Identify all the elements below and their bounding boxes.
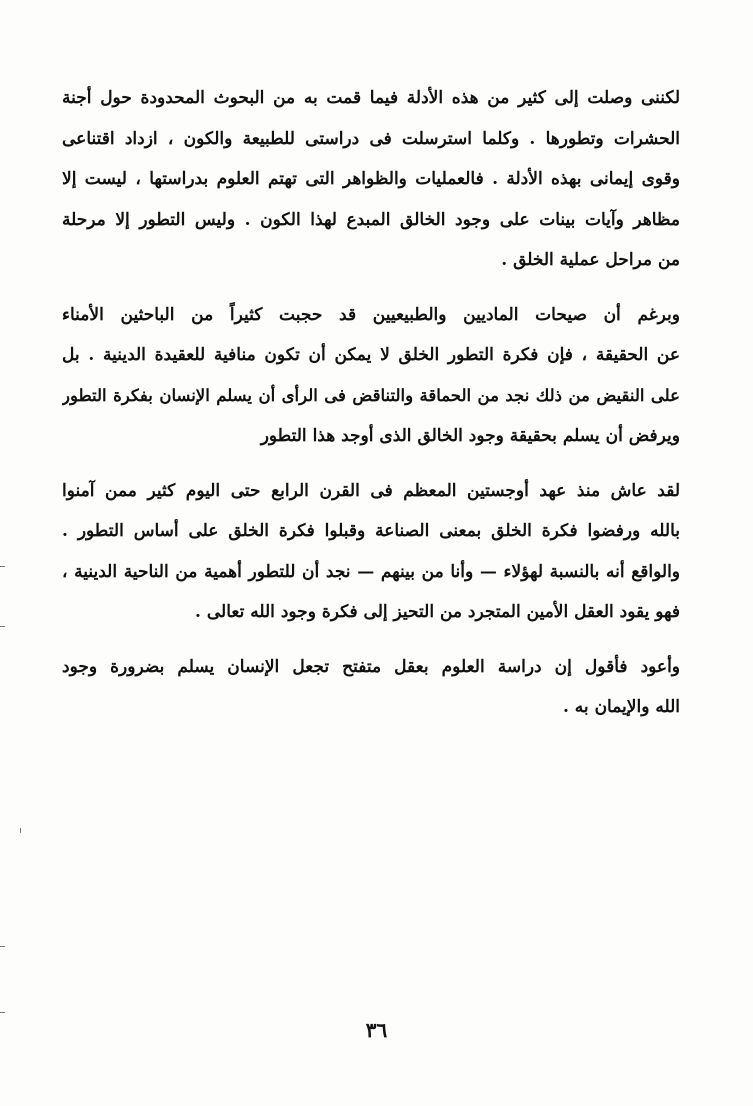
scan-mark	[0, 946, 5, 947]
text-line: والواقع أنه بالنسبة لهؤلاء — وأنا من بينهم — نجد أن للتطور أهمية من الناحية الدينية ،	[62, 561, 680, 582]
text-line: وقوى إيمانى بهذه الأدلة . فالعمليات والظواهر التى تهتم العلوم بدراستها ، ليست إلا	[62, 169, 680, 189]
scan-mark	[0, 566, 5, 567]
text-line: الله والإيمان به .	[562, 697, 680, 717]
paragraph-2	[62, 295, 680, 457]
scan-mark	[0, 1012, 5, 1013]
text-line: الحشرات وتطورها . وكلما استرسلت فى دراستى للطبيعة والكون ، ازداد اقتناعى	[62, 128, 680, 149]
text-line: مظاهر وآيات بينات على وجود الخالق المبدع لهذا الكون . وليس التطور إلا مرحلة	[62, 209, 680, 230]
scan-mark	[0, 626, 5, 627]
page-number: ٣٦	[365, 1018, 388, 1042]
scan-mark	[20, 828, 21, 833]
text-line: فهو يقود العقل الأمين المتجرد من التحيز إلى فكرة وجود الله تعالى .	[195, 602, 680, 622]
text-line: وبرغم أن صيحات الماديين والطبيعيين قد حجبت كثيراً من الباحثين الأمناء	[62, 304, 680, 325]
paragraph-3	[62, 471, 680, 633]
text-line: ويرفض أن يسلم بحقيقة وجود الخالق الذى أوجد هذا التطور	[260, 426, 680, 446]
paragraph-1	[62, 78, 680, 281]
text-line: بالله ورفضوا فكرة الخلق بمعنى الصناعة وقبلوا فكرة الخلق على أساس التطور .	[62, 521, 680, 541]
text-line: عن الحقيقة ، فإن فكرة التطور الخلق لا يمكن أن تكون منافية للعقيدة الدينية . بل	[62, 345, 680, 365]
text-line: وأعود فأقول إن دراسة العلوم بعقل متفتح تجعل الإنسان يسلم بضرورة وجود	[62, 656, 680, 677]
paragraph-4	[62, 647, 680, 728]
text-line: على النقيض من ذلك نجد من الحماقة والتناقض فى الرأى أن يسلم الإنسان بفكرة التطور	[62, 385, 680, 405]
text-line: لقد عاش منذ عهد أوجستين المعظم فى القرن الرابع حتى اليوم كثير ممن آمنوا	[62, 480, 680, 501]
text-line: لكننى وصلت إلى كثير من هذه الأدلة فيما قمت به من البحوث المحدودة حول أجنة	[62, 88, 680, 108]
text-line: من مراحل عملية الخلق .	[501, 250, 680, 270]
body-text	[62, 78, 680, 728]
